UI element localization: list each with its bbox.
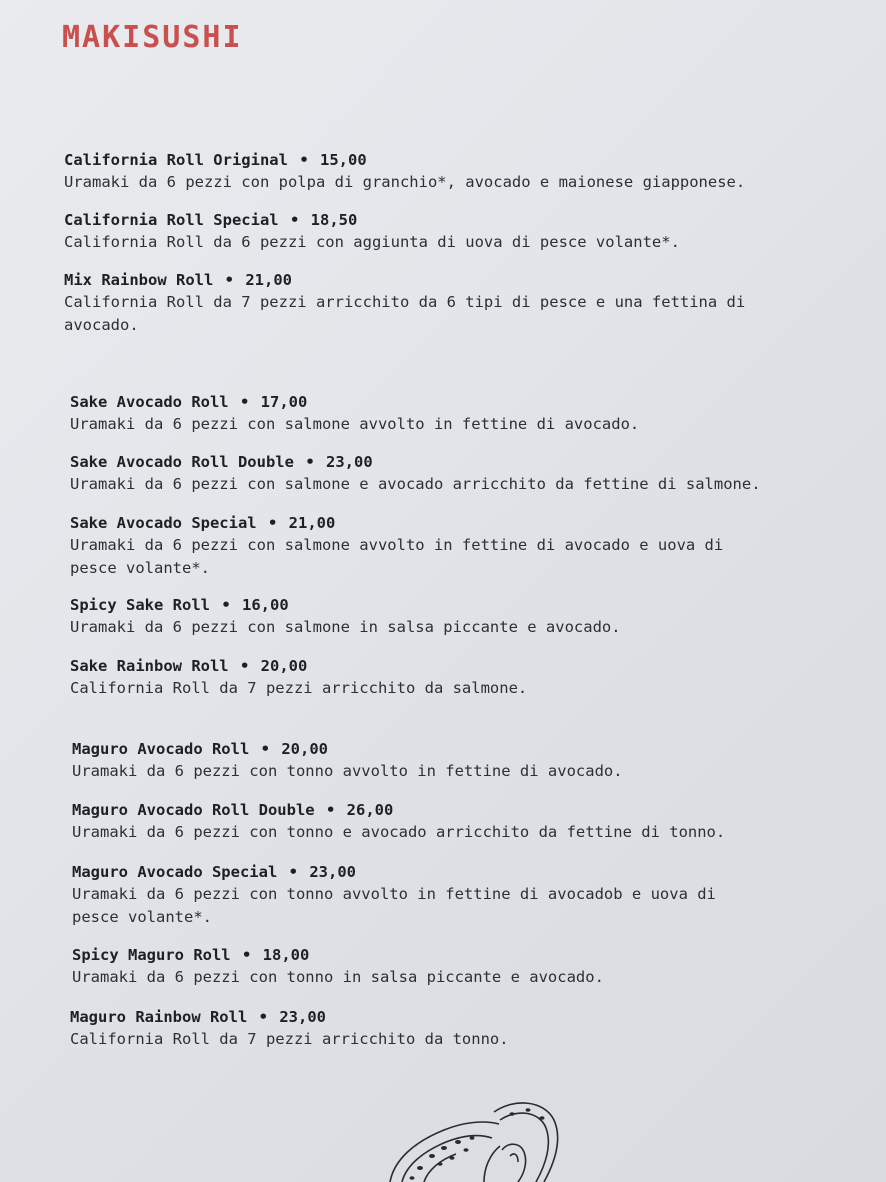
separator-dot: • <box>305 453 315 471</box>
separator-dot: • <box>239 657 250 675</box>
item-description: Uramaki da 6 pezzi con polpa di granchio*, avocado e maionese giapponese. <box>64 173 746 191</box>
menu-item <box>70 513 750 580</box>
menu-item <box>64 210 854 254</box>
item-description: California Roll da 6 pezzi con aggiunta di uova di pesce volante*. <box>64 233 680 251</box>
separator-dot: • <box>224 271 234 289</box>
menu-item <box>70 392 860 436</box>
item-name: Mix Rainbow Roll <box>64 271 214 289</box>
item-price: 23,00 <box>309 863 357 881</box>
separator-dot: • <box>299 151 309 169</box>
item-price: 23,00 <box>279 1008 327 1026</box>
item-description: California Roll da 7 pezzi arricchito da 6 tipi di pesce e una fettina di avocado. <box>64 293 746 334</box>
menu-item <box>72 862 762 929</box>
separator-dot: • <box>221 596 231 614</box>
item-name: California Roll Special <box>64 211 279 229</box>
menu-item <box>64 270 784 337</box>
item-name: Sake Avocado Roll <box>70 393 229 411</box>
separator-dot: • <box>239 393 250 411</box>
item-price: 16,00 <box>242 596 289 614</box>
separator-dot: • <box>241 946 252 964</box>
item-name: Spicy Sake Roll <box>70 596 210 614</box>
item-price: 23,00 <box>326 453 373 471</box>
item-price: 26,00 <box>346 801 394 819</box>
item-name: Spicy Maguro Roll <box>72 946 231 964</box>
separator-dot: • <box>258 1008 268 1026</box>
item-price: 21,00 <box>245 271 293 289</box>
page-title: MAKISUSHI <box>62 20 243 55</box>
item-name: Sake Avocado Special <box>70 514 257 532</box>
item-description: Uramaki da 6 pezzi con salmone e avocado arricchito da fettine di salmone. <box>70 475 761 493</box>
item-name: Maguro Rainbow Roll <box>70 1008 248 1026</box>
separator-dot: • <box>267 514 278 532</box>
menu-item <box>70 1007 860 1051</box>
item-name: Maguro Avocado Roll Double <box>72 801 315 819</box>
item-name: California Roll Original <box>64 151 288 169</box>
menu-item <box>72 739 862 783</box>
item-price: 20,00 <box>281 740 329 758</box>
item-name: Maguro Avocado Roll <box>72 740 250 758</box>
item-price: 18,50 <box>310 211 358 229</box>
item-price: 15,00 <box>320 151 367 169</box>
menu-item <box>72 945 862 989</box>
item-description: Uramaki da 6 pezzi con salmone avvolto in fettine di avocado. <box>70 415 640 433</box>
separator-dot: • <box>289 211 300 229</box>
item-name: Sake Avocado Roll Double <box>70 453 294 471</box>
item-price: 20,00 <box>260 657 308 675</box>
item-price: 17,00 <box>260 393 308 411</box>
item-description: Uramaki da 6 pezzi con tonno avvolto in fettine di avocadob e uova di pesce volante*. <box>72 885 716 926</box>
item-description: California Roll da 7 pezzi arricchito da tonno. <box>70 1030 509 1048</box>
item-name: Maguro Avocado Special <box>72 863 278 881</box>
item-description: Uramaki da 6 pezzi con tonno in salsa piccante e avocado. <box>72 968 604 986</box>
item-description: Uramaki da 6 pezzi con tonno avvolto in fettine di avocado. <box>72 762 623 780</box>
item-price: 21,00 <box>288 514 336 532</box>
item-name: Sake Rainbow Roll <box>70 657 229 675</box>
item-description: Uramaki da 6 pezzi con salmone avvolto in fettine di avocado e uova di pesce volante*. <box>70 536 724 577</box>
menu-item <box>64 150 854 194</box>
item-price: 18,00 <box>262 946 310 964</box>
item-description: California Roll da 7 pezzi arricchito da salmone. <box>70 679 528 697</box>
separator-dot: • <box>288 863 298 881</box>
separator-dot: • <box>260 740 270 758</box>
menu-item <box>70 452 860 496</box>
menu-item <box>70 656 860 700</box>
sushi-roll-drawing-icon <box>384 1090 564 1182</box>
menu-item <box>72 800 862 844</box>
separator-dot: • <box>325 801 336 819</box>
item-description: Uramaki da 6 pezzi con tonno e avocado arricchito da fettine di tonno. <box>72 823 726 841</box>
item-description: Uramaki da 6 pezzi con salmone in salsa piccante e avocado. <box>70 618 621 636</box>
menu-item <box>70 595 860 639</box>
